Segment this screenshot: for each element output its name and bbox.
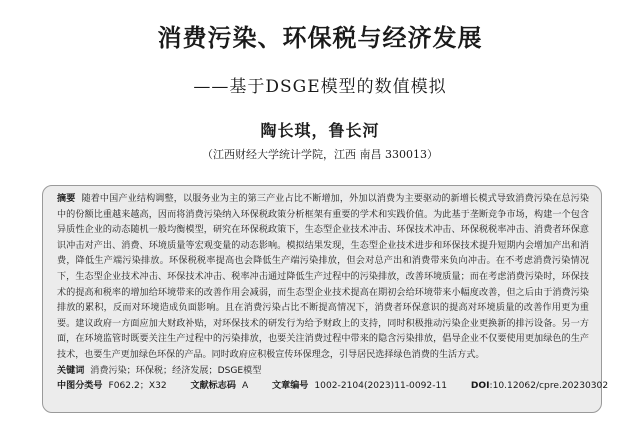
abstract-paragraph xyxy=(57,192,589,364)
abstract-box xyxy=(42,185,609,413)
article-no-label: 文章编号 xyxy=(272,381,309,392)
doi-value: :10.12062/cpre.20230302 xyxy=(489,381,609,392)
abstract-text: 随着中国产业结构调整，以服务业为主的第三产业占比不断增加，外加以消费为主要驱动的新增长模式导致消费污染在总污染中的份额比重越来越高，因而将消费污染纳入环保税政策分析框架有重要的学术和实践价值。为此基于垄断竞争市场，构建一个包含异质性企业的动态随机一般均衡模型，研究在环保税政策下，生态型企业技术冲击、环保技术冲击、环保税税率冲击、消费者环保意识冲击对产出、消费、环境质量等宏观变量的动态影响。模拟结果发现，生态型企业技术进步和环保技术提升短期内会增加产出和消费，降低生产端污染排放。环保税税率提高也会降低生产端污染排放，但会对总产出和消费带来负向冲击。在不考虑消费污染情况下，生态型企业技术冲击、环保技术冲击、税率冲击通过降低生产过程中的污染排放，改善环境质量；而在考虑消费污染时，环保技术的提高和税率的增加给环境带来的改善作用会减弱，而生态型企业技术提高在期初会给环境带来小幅度改善，但之后由于消费污染排放的累积，反而对环境造成负面影响。且在消费污染占比不断提高情况下，消费者环保意识的提高对环境质量的改善作用更为重要。建议政府一方面应加大财政补贴，对环保技术的研发行为给予财政上的支持，同时积极推动污染企业更换新的排污设备。另一方面，在环境监管时既要关注生产过程中的污染排放，也要关注消费过程中带来的隐含污染排放，倡导企业不仅要使用更加绿色的生产技术，也要生产更加绿色环保的产品。同时政府应积极宣传环保理念，引导居民选择绿色消费的生活方式。 xyxy=(57,194,589,360)
classification-line xyxy=(57,379,609,395)
keywords-label: 关键词 xyxy=(57,365,85,376)
clc-value: F062.2；X32 xyxy=(108,381,167,392)
abstract-label: 摘要 xyxy=(57,194,76,204)
paper-authors: 陶长琪，鲁长河 xyxy=(260,121,380,140)
doi-label: DOI xyxy=(470,381,490,392)
paper-subtitle: ——基于DSGE模型的数值模拟 xyxy=(193,77,447,97)
paper-affiliation: （江西财经大学统计学院，江西 南昌 330013） xyxy=(202,148,438,161)
keywords-text: 消费污染；环保税；经济发展；DSGE模型 xyxy=(90,365,262,376)
doc-code-value: A xyxy=(241,381,249,392)
keywords-line xyxy=(57,364,589,380)
doc-code-label: 文献标志码 xyxy=(190,381,236,392)
article-no-value: 1002-2104(2023)11-0092-11 xyxy=(314,381,448,392)
paper-title: 消费污染、环保税与经济发展 xyxy=(157,24,483,52)
clc-label: 中图分类号 xyxy=(57,381,103,392)
